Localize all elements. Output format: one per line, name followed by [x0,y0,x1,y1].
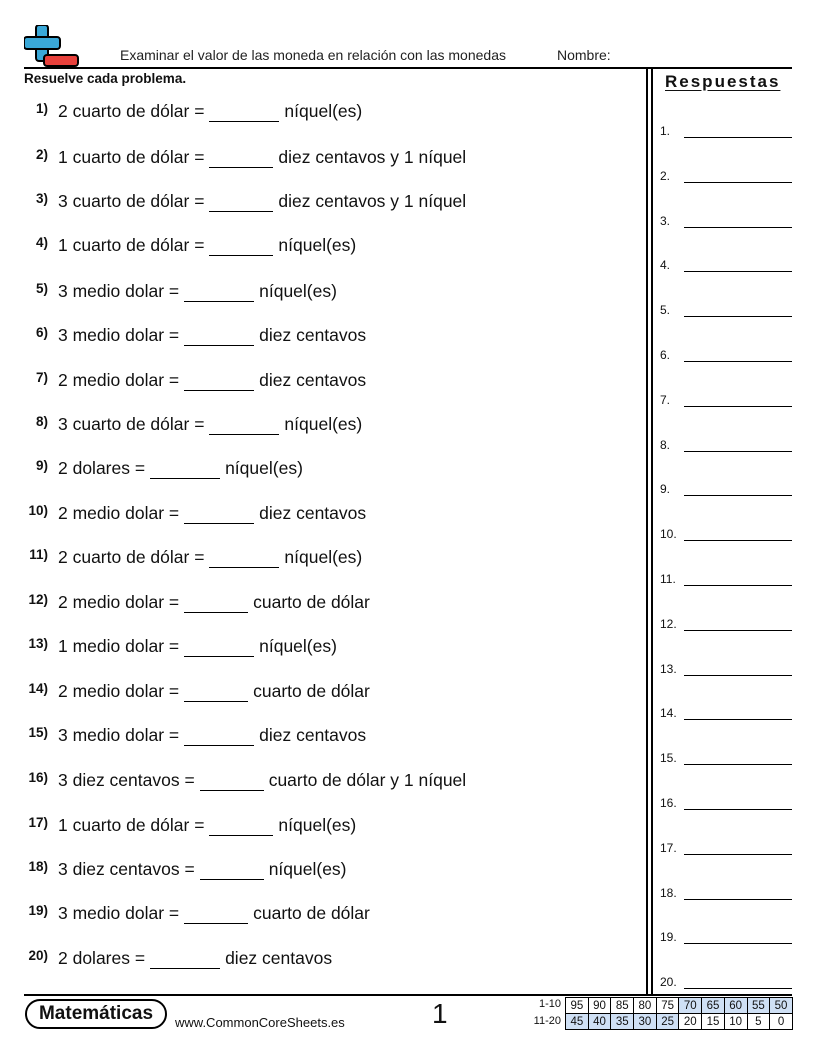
problem-number: 7) [35,370,48,385]
problem-unit: níquel(es) [284,547,363,567]
problem-prompt: 3 cuarto de dólar = [58,414,205,434]
answer-label: 19. [660,930,677,945]
score-cell: 10 [724,1014,747,1030]
answer-blank[interactable] [209,415,279,435]
answer-line[interactable] [684,271,792,272]
problem-number: 19) [28,903,48,918]
instructions: Resuelve cada problema. [24,71,187,86]
answer-label: 13. [660,661,677,676]
answer-line[interactable] [684,899,792,900]
answer-line[interactable] [684,630,792,631]
score-cell: 95 [566,998,589,1014]
problem-prompt: 2 cuarto de dólar = [58,101,205,121]
header-rule [24,67,792,69]
score-cell: 20 [679,1014,702,1030]
score-cell: 70 [679,998,702,1014]
problem-number: 9) [35,458,48,473]
problem-prompt: 3 medio dolar = [58,281,180,301]
answer-line[interactable] [684,316,792,317]
problem-number: 10) [28,503,48,518]
problem-unit: diez centavos y 1 níquel [278,147,467,167]
problem-unit: níquel(es) [225,458,303,478]
score-cell: 25 [656,1014,679,1030]
problem-prompt: 2 medio dolar = [58,681,180,701]
problem-prompt: 2 medio dolar = [58,592,180,612]
answer-blank[interactable] [209,102,279,122]
problem-unit: níquel(es) [278,235,357,255]
answer-blank[interactable] [209,192,273,212]
problem-number: 16) [28,770,48,785]
answer-label: 14. [660,706,677,721]
answer-line[interactable] [684,585,792,586]
score-cell: 85 [611,998,634,1014]
answer-line[interactable] [684,943,792,944]
problem-number: 15) [28,725,48,740]
problem-number: 20) [28,948,48,963]
column-divider [646,68,648,994]
answer-blank[interactable] [184,637,254,657]
problem-unit: níquel(es) [259,281,337,301]
score-cell: 55 [747,998,770,1014]
answer-blank[interactable] [200,860,264,880]
answers-heading: Respuestas [665,72,781,91]
answer-line[interactable] [684,495,792,496]
score-cell: 15 [702,1014,725,1030]
answer-blank[interactable] [209,816,273,836]
score-cell: 80 [634,998,657,1014]
answer-line[interactable] [684,451,792,452]
site-url[interactable]: www.CommonCoreSheets.es [175,1015,345,1030]
answer-label: 7. [660,392,671,407]
answer-blank[interactable] [184,282,254,302]
score-cell: 0 [770,1014,793,1030]
problem-number: 8) [35,414,48,429]
answer-label: 17. [660,840,677,855]
brand-badge: Matemáticas [25,999,167,1029]
column-divider [651,68,653,994]
problem-unit: níquel(es) [278,815,357,835]
answer-line[interactable] [684,719,792,720]
problem-number: 14) [28,681,48,696]
page-number: 1 [432,998,448,1029]
answer-blank[interactable] [200,771,264,791]
problem-prompt: 2 dolares = [58,948,146,968]
answer-line[interactable] [684,227,792,228]
answer-blank[interactable] [150,949,220,969]
answer-blank[interactable] [209,548,279,568]
problem-number: 12) [28,592,48,607]
answer-blank[interactable] [184,326,254,346]
score-cell: 30 [634,1014,657,1030]
answer-label: 15. [660,751,677,766]
score-cell: 65 [702,998,725,1014]
answer-blank[interactable] [184,726,254,746]
answer-label: 20. [660,975,677,990]
score-cell: 45 [566,1014,589,1030]
plus-minus-icon [24,25,80,69]
answer-label: 18. [660,885,677,900]
answer-blank[interactable] [184,504,254,524]
score-row [566,998,793,1014]
answer-blank[interactable] [150,459,220,479]
answer-label: 2. [660,168,671,183]
problem-prompt: 1 cuarto de dólar = [58,147,205,167]
problem-unit: níquel(es) [284,101,363,121]
answer-line[interactable] [684,361,792,362]
score-cell: 5 [747,1014,770,1030]
problem-number: 17) [28,815,48,830]
score-row-label: 1-10 [538,998,561,1010]
problem-unit: diez centavos [259,503,367,523]
answer-blank[interactable] [209,148,273,168]
answer-line[interactable] [684,137,792,138]
problem-number: 2) [35,147,48,162]
score-cell: 75 [656,998,679,1014]
score-cell: 40 [588,1014,611,1030]
answer-label: 1. [660,124,671,138]
problem-number: 3) [35,191,48,206]
answer-label: 5. [660,303,671,318]
problem-prompt: 2 medio dolar = [58,503,180,523]
problem-unit: diez centavos [259,370,367,390]
answer-label: 16. [660,796,677,810]
problem-unit: diez centavos [225,948,333,968]
answer-line[interactable] [684,809,792,810]
answer-label: 9. [660,482,671,497]
answer-line[interactable] [684,540,792,541]
problem-number: 6) [35,325,48,340]
problem-prompt: 1 cuarto de dólar = [58,815,205,835]
problem-unit: níquel(es) [268,859,347,879]
problem-prompt: 1 medio dolar = [58,636,180,656]
problem-number: 5) [35,281,48,296]
problem-prompt: 3 medio dolar = [58,725,180,745]
problem-unit: cuarto de dólar [253,903,370,923]
answer-line[interactable] [684,406,792,407]
problem-unit: níquel(es) [259,636,337,656]
score-cell: 50 [770,998,793,1014]
worksheet-title: Examinar el valor de las moneda en relación con las monedas [120,47,506,63]
answer-blank[interactable] [184,682,248,702]
answer-label: 10. [660,527,677,542]
answer-line[interactable] [684,764,792,765]
problem-unit: diez centavos y 1 níquel [278,191,467,211]
problem-unit: cuarto de dólar [253,592,370,612]
score-row [566,1014,793,1030]
answer-line[interactable] [684,988,792,989]
problem-number: 4) [35,235,48,250]
answer-line[interactable] [684,675,792,676]
problem-unit: diez centavos [259,325,367,345]
answer-label: 12. [660,616,677,631]
problem-prompt: 2 medio dolar = [58,370,180,390]
problem-unit: cuarto de dólar [253,681,370,701]
answer-line[interactable] [684,182,792,183]
problem-prompt: 2 cuarto de dólar = [58,547,205,567]
problem-number: 11) [29,547,48,562]
answer-label: 3. [660,213,671,228]
answer-label: 4. [660,258,671,273]
answer-line[interactable] [684,854,792,855]
problem-prompt: 3 diez centavos = [58,859,195,879]
name-label: Nombre: [557,47,611,63]
problem-unit: cuarto de dólar y 1 níquel [268,770,467,790]
answer-blank[interactable] [184,371,254,391]
problem-prompt: 1 cuarto de dólar = [58,235,205,255]
answer-blank[interactable] [209,236,273,256]
score-row-label: 11-20 [533,1015,561,1027]
answer-label: 11. [660,572,676,586]
answer-blank[interactable] [184,593,248,613]
answer-label: 6. [660,348,671,362]
footer-rule [24,994,792,996]
problem-unit: diez centavos [259,725,367,745]
score-cell: 90 [588,998,611,1014]
problem-number: 18) [28,859,48,874]
score-cell: 35 [611,1014,634,1030]
problem-prompt: 2 dolares = [58,458,146,478]
problem-number: 1) [35,101,48,116]
score-cell: 60 [724,998,747,1014]
problem-number: 13) [28,636,48,651]
problem-prompt: 3 diez centavos = [58,770,195,790]
problem-prompt: 3 cuarto de dólar = [58,191,205,211]
answer-blank[interactable] [184,904,248,924]
problem-prompt: 3 medio dolar = [58,325,180,345]
answer-label: 8. [660,437,671,452]
score-table [565,997,793,1030]
problem-prompt: 3 medio dolar = [58,903,180,923]
problem-unit: níquel(es) [284,414,363,434]
